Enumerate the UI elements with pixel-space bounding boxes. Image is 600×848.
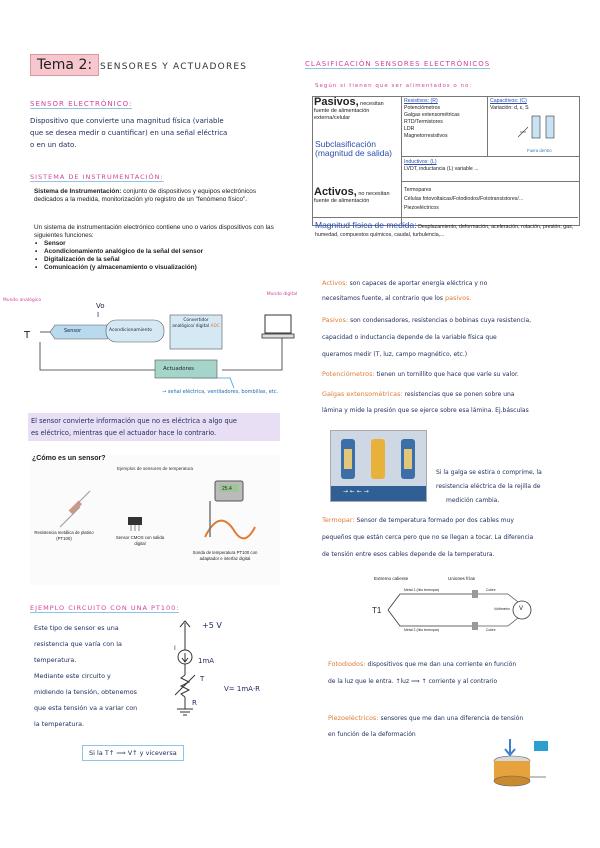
pt100-circuit (170, 615, 280, 735)
activos-cell: Activos, no necesitan fuente de alimentación (314, 186, 390, 204)
extremo-caliente-label: Extremo caliente (374, 576, 409, 581)
termopar-note: Termopar: Sensor de temperatura formado por dos cables muy pequeños que están cerca pero que no se llegan a tocar. La diferencia de tensión entre esos cables depende de la temperatura. (322, 516, 534, 558)
sensor-example-figure (30, 455, 280, 585)
instrumentation-list: Un sistema de instrumentación electrónico contiene uno o varios dispositivos con las siguientes funciones: • Sensor • Acondicionamiento analógico de la señal del sensor • Digitalización de la señal • Comunicación (y almacenamiento o visualización) (34, 224, 274, 272)
voltimetro-label: Voltímetro (494, 607, 510, 611)
i-label: I (97, 311, 100, 319)
current-label: I (174, 645, 176, 652)
galgas-note: Galgas extensométricas: resistencias que se ponen sobre una lámina y mide la presión que se ejerce sobre esa lámina. Ej.básculas (322, 390, 529, 414)
metal1-label: Metal 1 (hilo termopar) (404, 588, 440, 592)
classification-heading: CLASIFICACIÓN SENSORES ELECTRÓNICOS (305, 60, 491, 68)
pt100-heading: EJEMPLO CIRCUITO CON UNA PT100: (30, 604, 180, 612)
cobre-top-label: Cobre (486, 588, 496, 592)
strain-gauge-photo (330, 430, 427, 502)
sensor-example-title: ¿Cómo es un sensor? (32, 455, 106, 462)
thermocouple-diagram (368, 574, 543, 644)
actuator-note: → señal eléctrica, ventiladores, bombillas, etc. (162, 389, 279, 395)
vo-label: Vo (96, 302, 105, 310)
caption-pt100: Resistencia metálica de platino (PT100) (34, 530, 94, 541)
capacitor-sketch (512, 112, 572, 152)
temperature-symbol: T (24, 330, 31, 341)
caption-probe: Sonda de temperatura PT100 con adaptador e interfaz digital (192, 550, 258, 561)
sensor-example-subtitle: Ejemplos de sensores de temperatura (116, 466, 194, 471)
block-convertidor: Convertidor analógico/ digital ADC (172, 318, 220, 329)
pasivos-note: Pasivos: son condensadores, resistencias o bobinas cuya resistencia, capacidad o inductancia depende de la variable física que queramos medir (T, luz, campo magnético, etc.) (322, 316, 532, 358)
resistivos-cell: Resistivos: (R) Potenciómetros Galgas extensométricas RTD/Termistores LDR Magnetorresistivos (404, 98, 460, 139)
block-sensor: Sensor (64, 328, 82, 334)
capacitivos-cell: Capacitivos: (C) Variación: d, ε, S (490, 98, 529, 111)
piezo-illustration (488, 737, 553, 797)
sensor-definition: Dispositivo que convierte una magnitud física (variable que se desea medir o cuantificar) en una señal eléctrica o en un dato. (30, 117, 228, 149)
classification-subheading: Según si tienen que ser alimentados o no: (315, 83, 473, 89)
cobre-bottom-label: Cobre (486, 628, 496, 632)
r-label: R (192, 699, 197, 707)
activos-types-cell: Termopares Células fotovoltaicas/Fotodiodos/Fototransistores/... Piezoeléctricos (404, 187, 524, 211)
voltmeter-v: V (519, 606, 524, 612)
caption-cmos: Sensor CMOS con salida digital (115, 535, 165, 546)
voltage-equation: V= 1mA·R (224, 685, 261, 693)
classification-table (312, 96, 580, 254)
activos-note: Activos: son capaces de aportar energía eléctrica y no necesitamos fuente, al contrario que los pasivos. (322, 279, 488, 302)
sensor-heading: SENSOR ELECTRÓNICO: (30, 100, 133, 108)
tema-badge: Tema 2: (30, 54, 99, 76)
pt100-explanation: Este tipo de sensor es una resistencia que varía con la temperatura. Mediante este circuito y midiendo la tensión, obtenemos que esta tensión va a variar con la temperatura. (34, 624, 138, 728)
uniones-frias-label: Uniones frías (448, 576, 476, 581)
strain-gauge-caption: Si la galga se estira o comprime, la resistencia eléctrica de la rejilla de medición cambia. (436, 469, 542, 504)
piezo-note: Piezoeléctricos: sensores que me dan una diferencia de tensión en función de la deformación (328, 714, 524, 738)
inductivos-cell: Inductivos: (L) LVDT, inductancia (L) variable ... (404, 159, 479, 172)
magnitud-cell: Magnitud física de medida: Desplazamiento, deformación, aceleración, rotación, presión, gas, humedad, compuestos químicos, caudal, turbulencia,... (315, 220, 574, 238)
pt100-conclusion-box: Si la T↑ ⟹ V↑ y viceversa (82, 745, 184, 761)
mundo-digital-label: Mundo digital (266, 292, 298, 297)
t-label: T (200, 675, 205, 683)
mundo-analogico-label: Mundo analógico (2, 298, 42, 303)
instrumentation-definition: Sistema de Instrumentación: conjunto de dispositivos y equipos electrónicos dedicados a la medida, monitorización y/o registro de un "fenómeno físico". (34, 188, 257, 203)
strain-arrows: → ← ← → (343, 488, 369, 495)
t1-label: T1 (372, 606, 382, 615)
subclasificacion-cell: Subclasificación (magnitud de salida) (315, 139, 393, 158)
supply-label: +5 V (202, 621, 222, 630)
ma-label: 1mA (198, 657, 215, 665)
block-acondicionamiento: Acondicionamiento (109, 328, 153, 333)
fuera-dentro-label: Fuera dentro (527, 148, 552, 153)
block-actuadores: Actuadores (163, 366, 194, 372)
potenciometros-note: Potenciómetros: tienen un tornillito que hace que varíe su valor. (322, 370, 519, 378)
pasivos-cell: Pasivos, necesitan fuente de alimentación externa/celular (314, 96, 384, 121)
sensor-actuator-callout: El sensor convierte información que no es eléctrica a algo que es eléctrico, mientras que el actuador hace lo contrario. (28, 413, 280, 441)
probe-lcd-readout: 25.4 (222, 486, 232, 492)
fotodiodos-note: Fotodiodos: dispositivos que me dan una corriente en función de la luz que le entra. ↑luz ⟹ ↑ corriente y al contrario (328, 660, 517, 685)
instrumentation-diagram (0, 290, 305, 400)
instrumentation-heading: SISTEMA DE INSTRUMENTACIÓN: (30, 173, 164, 181)
metal2-label: Metal 2 (hilo termopar) (404, 628, 440, 632)
page-title: SENSORES Y ACTUADORES (100, 62, 248, 72)
